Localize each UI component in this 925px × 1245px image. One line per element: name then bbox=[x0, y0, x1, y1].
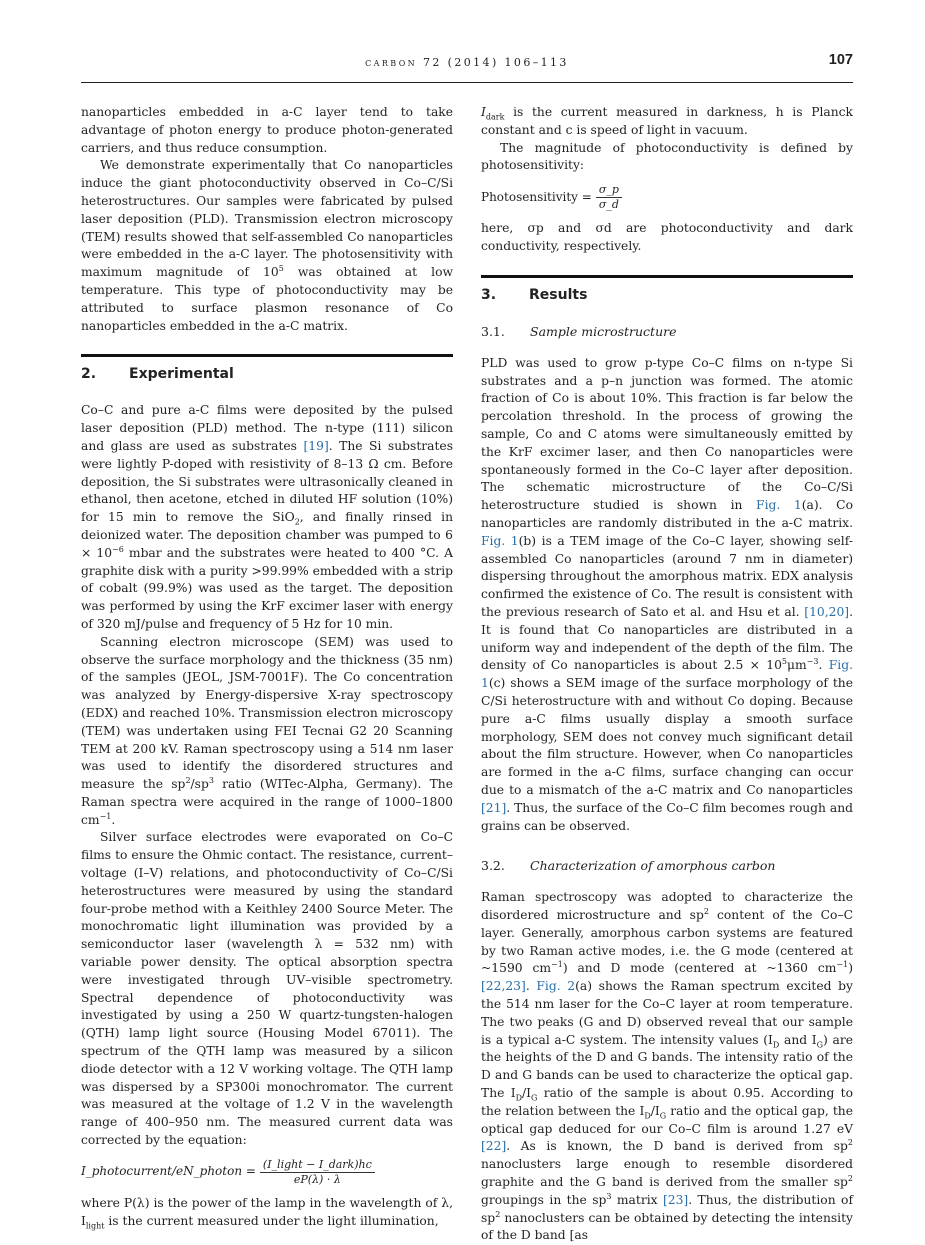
reference-link[interactable]: [22,23] bbox=[481, 979, 526, 994]
intro-paragraph-1: nanoparticles embedded in a-C layer tend to take advantage of photon energy to produce photon-generated carriers, and thus reduce consumption. bbox=[81, 105, 453, 155]
right-column bbox=[481, 104, 853, 1245]
equation-photosensitivity: Photosensitivity = $\frac{\sigma\_p}{\sigma\_d}$ bbox=[481, 183, 853, 212]
section-heading-results: 3. Results bbox=[481, 286, 588, 303]
reference-link[interactable]: [21] bbox=[481, 800, 507, 815]
experimental-paragraph-3: Silver surface electrodes were evaporated on Co–C films to ensure the Ohmic contact. The resistance, current–voltage (I–V) relations, and photoconductivity of Co–C/Si heterostructures were measured by using the standard four-probe method with a Keithley 2400 Source Meter. The monochromatic light illumination was provided by a semiconductor laser (wavelength λ = 532 nm) with variable power density. The optical absorption spectra were investigated through UV–visible spectrometry. Spectral dependence of photoconductivity was investigated by using a 250 W quartz-tungsten-halogen (QTH) lamp light source (Housing Model 67011). The spectrum of the QTH lamp was measured by a silicon diode detector with a 12 V working voltage. The QTH lamp was dispersed by a SP300i monochromator. The current was measured at the voltage of 1.2 V in the wavelength range of 400–950 nm. The measured current data was corrected by the equation: bbox=[81, 830, 453, 1148]
page-number: 107 bbox=[828, 52, 853, 68]
reference-link[interactable]: [19] bbox=[303, 438, 329, 453]
section-rule bbox=[481, 275, 853, 278]
figure-link[interactable]: Fig. 1 bbox=[481, 533, 519, 548]
reference-link[interactable]: [22] bbox=[481, 1139, 507, 1154]
raman-paragraph: Raman spectroscopy was adopted to characterize the disordered microstructure and $sp^2$ content of the Co–C layer. Generally, amorphous carbon systems are featured by two Raman active modes, i.e. the G mode (centered at ~1590 $cm^{-1}$) and D mode (centered at ~1360 $cm^{-1}$) [22,23]. Fig. 2(a) shows the Raman spectrum excited by the 514 nm laser for the Co–C layer at room temperature. The two peaks (G and D) observed reveal that our sample is a typical a-C system. The intensity values ($I_D$ and $I_G$) are the heights of the D and G bands. The intensity ratio of the D and G bands can be used to characterize the optical gap. The $I_D/I_G$ ratio of the sample is about 0.95. According to the relation between the $I_D/I_G$ ratio and the optical gap, the optical gap deduced for our Co–C film is around 1.27 eV [22]. As is known, the D band is derived from $sp^2$ nanoclusters large enough to resemble disordered graphite and the G band is derived from the smaller $sp^2$ groupings in the $sp^3$ matrix [23]. Thus, the distribution of $sp^2$ nanoclusters can be obtained by detecting the intensity of the D band [as bbox=[481, 890, 854, 1243]
experimental-paragraph-2: Scanning electron microscope (SEM) was used to observe the surface morphology and the thickness (35 nm) of the samples (JEOL, JSM-7001F). The Co concentration was analyzed by Energy-dispersive X-ray spectroscopy (EDX) and reached 10%. Transmission electron microscopy (TEM) was undertaken using FEI Tecnai G2 20 Scanning TEM at 200 kV. Raman spectroscopy using a 514 nm laser was used to identify the disordered structures and measure the $sp^2/sp^3$ ratio (WITec-Alpha, Germany). The Raman spectra were acquired in the range of 1000–1800 $cm^{-1}$. bbox=[81, 634, 453, 827]
results-paragraph-1: PLD was used to grow p-type Co–C films on n-type Si substrates and a p–n junction was formed. The atomic fraction of Co is about 10%. This fraction is far below the percolation threshold. In the process of growing the sample, Co and C atoms were simultaneously emitted by the KrF excimer laser, and then Co nanoparticles were spontaneously formed in the Co–C layer after deposition. The schematic microstructure of the Co–C/Si heterostructure studied is shown in Fig. 1(a). Co nanoparticles are randomly distributed in the a-C matrix. Fig. 1(b) is a TEM image of the Co–C layer, showing self-assembled Co nanoparticles (around 7 nm in diameter) dispersing throughout the amorphous matrix. EDX analysis confirmed the existence of Co. The result is consistent with the previous research of Sato et al. and Hsu et al. [10,20]. It is found that Co nanoparticles are distributed in a uniform way and independent of the depth of the film. The density of Co nanoparticles is about $2.5 \times 10^5\mu m^{-3}$. Fig. 1(c) shows a SEM image of the surface morphology of the C/Si heterostructure with and without Co doping. Because pure a-C films usually display a smooth surface morphology, SEM does not convey much significant detail about the film structure. However, when Co nanoparticles are formed in the a-C films, surface changing can occur due to a mismatch of the a-C matrix and Co nanoparticles [21]. Thus, the surface of the Co–C film becomes rough and grains can be observed. bbox=[481, 355, 853, 833]
figure-link[interactable]: Fig. 1 bbox=[756, 498, 802, 513]
idark-definition: $I_{dark}$ is the current measured in darkness, h is Planck constant and c is speed of light in vacuum. bbox=[481, 105, 853, 137]
left-column bbox=[81, 104, 453, 1230]
figure-link[interactable]: Fig. 2 bbox=[536, 979, 576, 994]
section-rule bbox=[81, 354, 453, 357]
reference-link[interactable]: [10,20] bbox=[804, 604, 850, 619]
conductivity-definition: here, σp and σd are photoconductivity and dark conductivity, respectively. bbox=[481, 221, 853, 253]
section-heading-experimental: 2. Experimental bbox=[81, 366, 234, 383]
equation-photocurrent: I_photocurrent/eN_photon = $\frac{\text{(I\_light − I\_dark)hc}}{eP(\lambda) \cdot \lambda}$ bbox=[81, 1158, 453, 1187]
figure-link[interactable]: Fig. 1 bbox=[481, 658, 853, 691]
experimental-paragraph-1: Co–C and pure a-C films were deposited by the pulsed laser deposition (PLD) method. The n-type (111) silicon and glass are used as substrates [19]. The Si substrates were lightly P-doped with resistivity of 8–13 Ω cm. Before deposition, the Si substrates were ultrasonically cleaned in ethanol, then acetone, etched in diluted HF solution (10%) for 15 min to remove the SiO$_2$, and finally rinsed in deionized water. The deposition chamber was pumped to $6 \times 10^{-6}$ mbar and the substrates were heated to 400 °C. A graphite disk with a purity >99.99% embedded with a strip of cobalt (99.9%) was used as the target. The deposition was performed by using the KrF excimer laser with energy of 320 mJ/pulse and frequency of 5 Hz for 10 min. bbox=[81, 403, 454, 631]
subsection-heading-amorphous-carbon: 3.2. Characterization of amorphous carbon bbox=[481, 858, 776, 874]
running-header bbox=[81, 52, 853, 72]
intro-paragraph-2: We demonstrate experimentally that Co nanoparticles induce the giant photoconductivity observed in Co–C/Si heterostructures. Our samples were fabricated by pulsed laser deposition (PLD). Transmission electron microscopy (TEM) results showed that self-assembled Co nanoparticles were embedded in the a-C layer. The photosensitivity with maximum magnitude of $10^5$ was obtained at low temperature. This type of photoconductivity may be attributed to surface plasmon resonance of Co nanoparticles embedded in the a-C matrix. bbox=[81, 158, 453, 333]
journal-citation: carbon 72 (2014) 106–113 bbox=[365, 56, 569, 69]
photosensitivity-intro: The magnitude of photoconductivity is defined by photosensitivity: bbox=[481, 140, 853, 173]
subsection-heading-sample-microstructure: 3.1. Sample microstructure bbox=[481, 323, 677, 339]
header-rule bbox=[81, 82, 853, 83]
equation-explanation: where P(λ) is the power of the lamp in the wavelength of λ, $I_{light}$ is the current measured under the light illumination, bbox=[81, 1195, 453, 1231]
reference-link[interactable]: [23] bbox=[662, 1192, 689, 1207]
